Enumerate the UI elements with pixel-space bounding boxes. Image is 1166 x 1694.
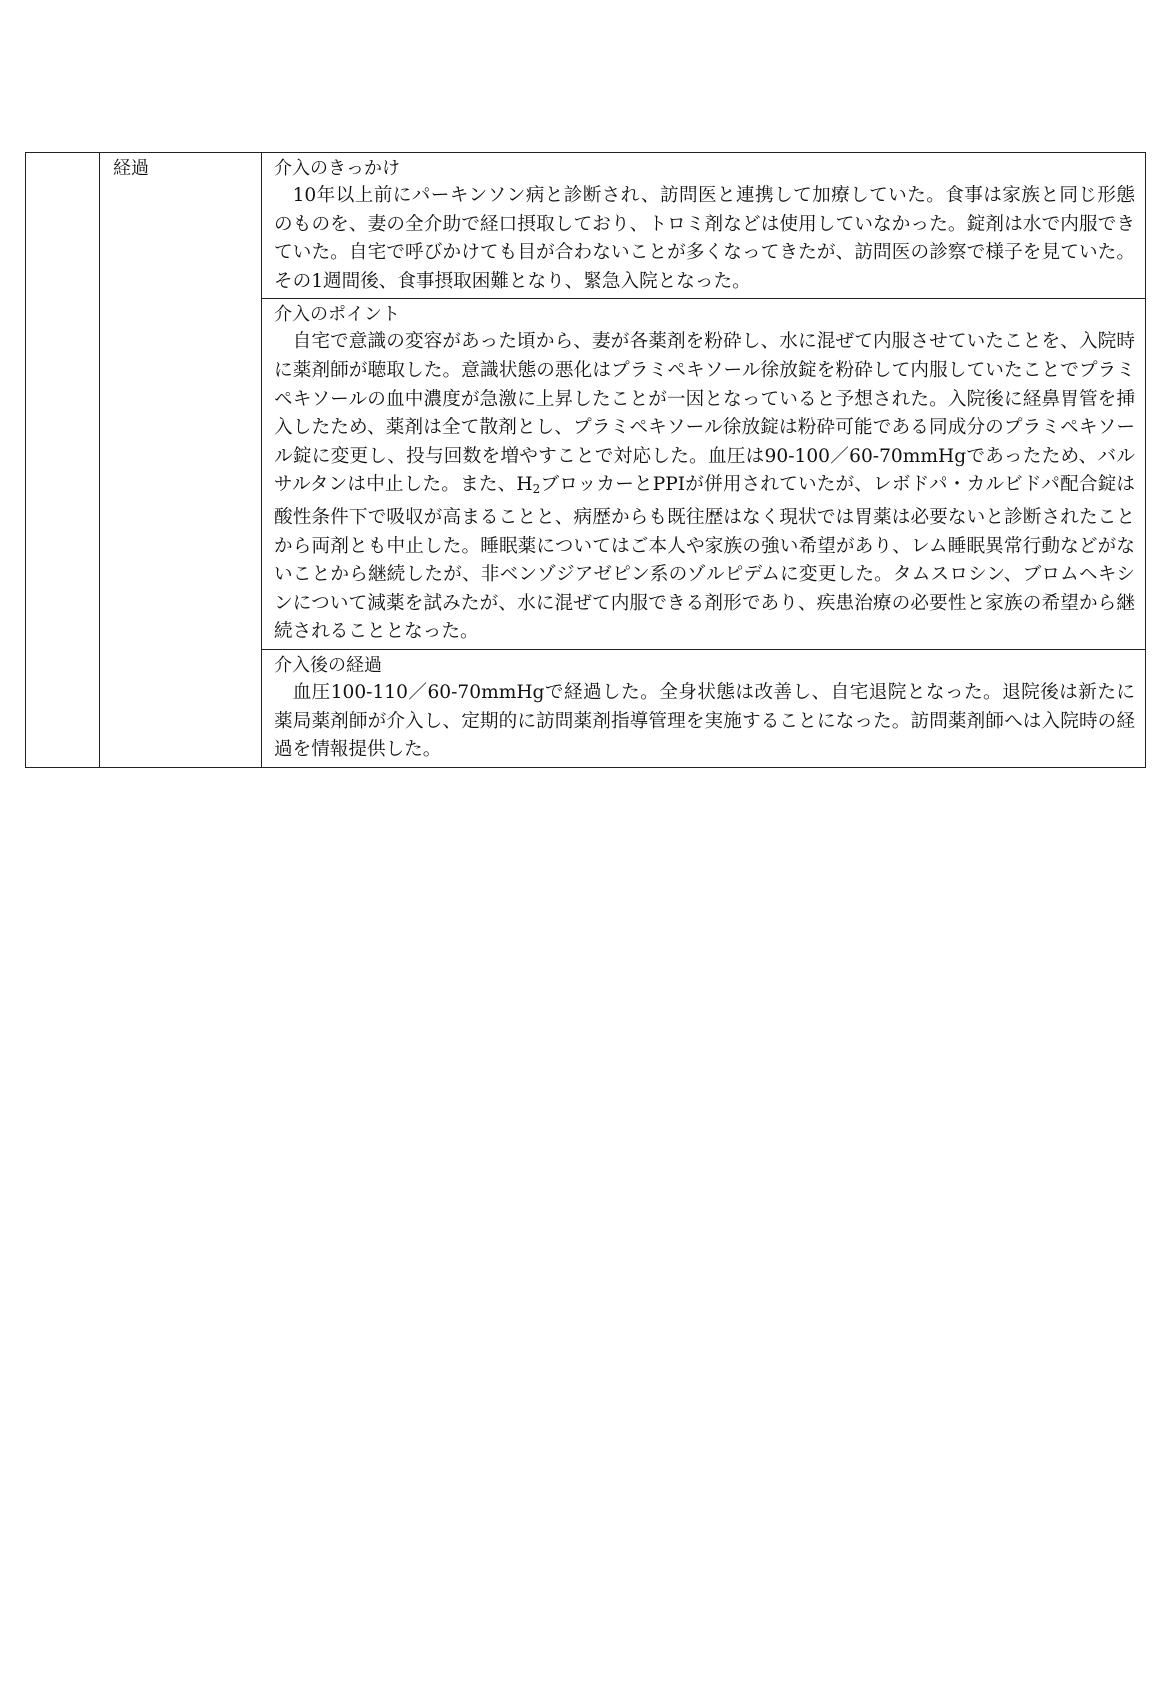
- section-after: [262, 649, 1146, 767]
- case-report-table: [25, 152, 1146, 768]
- section-body: 10年以上前にパーキンソン病と診断され、訪問医と連携して加療していた。食事は家族と同じ形態のものを、妻の全介助で経口摂取しており、トロミ剤などは使用していなかった。錠剤は水で内服できていた。自宅で呼びかけても目が合わないことが多くなってきたが、訪問医の診察で様子を見ていた。その1週間後、食事摂取困難となり、緊急入院となった。: [274, 185, 1135, 292]
- section-body: 血圧100-110／60-70mmHgで経過した。全身状態は改善し、自宅退院となった。退院後は新たに薬局薬剤師が介入し、定期的に訪問薬剤指導管理を実施することになった。訪問薬剤師へは入院時の経過を情報提供した。: [274, 681, 1135, 761]
- subscript: 2: [532, 482, 541, 497]
- table-row: [26, 153, 1146, 299]
- section-body: [274, 328, 1135, 647]
- section-heading: 介入のポイント: [274, 304, 400, 326]
- section-heading: 介入後の経過: [274, 654, 382, 676]
- section-trigger: [262, 153, 1146, 299]
- section-heading: 介入のきっかけ: [274, 158, 400, 179]
- body-text-part: 自宅で意識の変容があった頃から、妻が各薬剤を粉砕し、水に混ぜて内服させていたことを、入院時に薬剤師が聴取した。意識状態の悪化はプラミペキソール徐放錠を粉砕して内服していたことでプラミペキソールの血中濃度が急激に上昇したことが一因となっていると予想された。入院後に経鼻胃管を挿入したため、薬剤は全て散剤とし、プラミペキソール徐放錠は粉砕可能である同成分のプラミペキソール錠に変更し、投与回数を増やすことで対応した。血圧は90-100／60-70mmHgであったため、バルサルタンは中止した。また、H: [274, 331, 1135, 496]
- body-text-part: ブロッカーとPPIが併用されていたが、レボドパ・カルビドパ配合錠は酸性条件下で吸収が高まることと、病歴からも既往歴はなく現状では胃薬は必要ないと診断されたことから両剤とも中止した。睡眠薬についてはご本人や家族の強い希望があり、レム睡眠異常行動などがないことから継続したが、非ベンゾジアゼピン系のゾルピデムに変更した。タムスロシン、ブロムヘキシンについて減薬を試みたが、水に混ぜて内服できる剤形であり、疾患治療の必要性と家族の希望から継続されることとなった。: [274, 474, 1135, 643]
- row-label: 経過: [100, 153, 262, 768]
- section-points: [262, 299, 1146, 650]
- blank-cell: [26, 153, 100, 768]
